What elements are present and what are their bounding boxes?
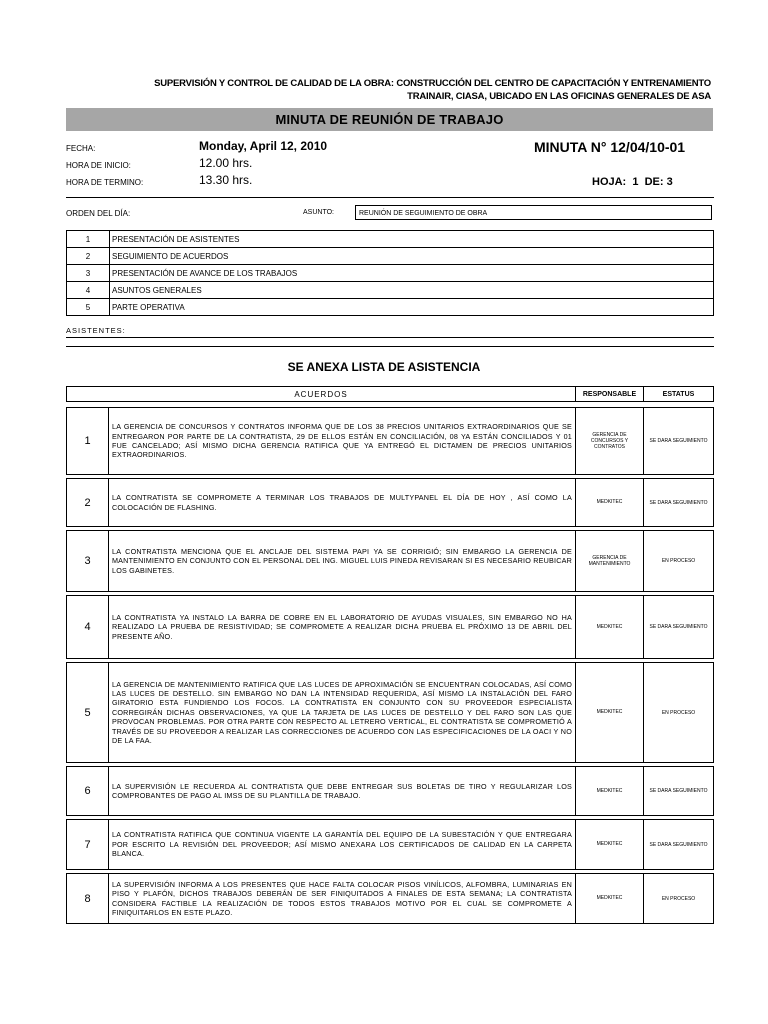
acuerdo-estatus: EN PROCESO: [644, 874, 714, 924]
header-line-1: SUPERVISIÓN Y CONTROL DE CALIDAD DE LA OBRA: CONSTRUCCIÓN DEL CENTRO DE CAPACITACIÓN Y ENTRENAMIENTO: [154, 78, 711, 89]
agenda-num: 3: [67, 265, 110, 282]
acuerdo-responsable: GERENCIA DE CONCURSOS Y CONTRATOS: [576, 408, 644, 475]
agenda-num: 4: [67, 282, 110, 299]
acuerdo-estatus: SE DARA SEGUIMIENTO: [644, 596, 714, 659]
table-row: [67, 663, 714, 763]
agenda-text: PRESENTACIÓN DE ASISTENTES: [110, 231, 714, 248]
table-row: [67, 408, 714, 475]
acuerdo-responsable: MEDKITEC: [576, 874, 644, 924]
minuta-number: MINUTA N° 12/04/10-01: [534, 139, 686, 155]
table-row: [67, 767, 714, 816]
acuerdo-text: LA CONTRATISTA SE COMPROMETE A TERMINAR LOS TRABAJOS DE MULTYPANEL EL DÍA DE HOY , ASÍ COMO LA COLOCACIÓN DE FLASHING.: [109, 479, 576, 527]
agenda-num: 2: [67, 248, 110, 265]
acuerdos-header: [66, 386, 714, 402]
acuerdo-num: 3: [67, 531, 109, 592]
acuerdo-num: 1: [67, 408, 109, 475]
acuerdo-estatus: SE DARA SEGUIMIENTO: [644, 820, 714, 870]
acuerdo-num: 2: [67, 479, 109, 527]
acuerdo-responsable: MEDKITEC: [576, 596, 644, 659]
agenda-row: [67, 231, 714, 248]
responsable-header-label: RESPONSABLE: [576, 387, 644, 402]
estatus-header-label: ESTATUS: [644, 387, 714, 402]
fecha-label: FECHA:: [66, 144, 96, 153]
agenda-text: SEGUIMIENTO DE ACUERDOS: [110, 248, 714, 265]
agenda-row: [67, 248, 714, 265]
acuerdo-text: LA GERENCIA DE CONCURSOS Y CONTRATOS INFORMA QUE DE LOS 38 PRECIOS UNITARIOS EXTRAORDINARIOS QUE SE ENTREGARON POR PARTE DE LA CONTRATISTA, 29 DE ELLOS ESTÁN EN CONCILIACIÓN, 08 YA ESTÁN CONCILIADOS Y 01 FUE CANCELADO; ASÍ MISMO DICHA GERENCIA RATIFICA QUE YA ENTREGÓ EL DICTAMEN DE PRECIOS UNITARIOS EXTRAORDINARIOS.: [109, 408, 576, 475]
hora-inicio-value: 12.00 hrs.: [199, 156, 253, 170]
acuerdo-num: 4: [67, 596, 109, 659]
table-row: [67, 874, 714, 924]
agenda-row: [67, 265, 714, 282]
divider: [66, 337, 714, 338]
acuerdo-num: 8: [67, 874, 109, 924]
acuerdo-responsable: GERENCIA DE MANTENIMIENTO: [576, 531, 644, 592]
agenda-table: [66, 230, 714, 316]
orden-label: ORDEN DEL DÍA:: [66, 209, 131, 218]
table-row: [67, 820, 714, 870]
hora-inicio-label: HORA DE INICIO:: [66, 161, 131, 170]
fecha-value: Monday, April 12, 2010: [199, 139, 328, 153]
agenda-text: PRESENTACIÓN DE AVANCE DE LOS TRABAJOS: [110, 265, 714, 282]
acuerdo-text: LA GERENCIA DE MANTENIMIENTO RATIFICA QUE LAS LUCES DE APROXIMACIÓN SE ENCUENTRAN COLOCADAS, ASÍ COMO LAS LUCES DE DESTELLO. SIN EMBARGO NO DAN LA INTENSIDAD REQUERIDA, ASÍ MISMO LA INSTALACIÓN DEL FARO GIRATORIO ESTA FUNDIENDO LOS FOCOS. LA CONTRATISTA EN CONJUNTO CON SU PROVEEDOR ESPECIALISTA CORREGIRÁN DICHAS OBSERVACIONES, YA QUE LA TARJETA DE LAS LUCES DE DESTELLO Y DEL FARO SON LAS QUE PROVOCAN PROBLEMAS. POR OTRA PARTE CON RESPECTO AL LETRERO VERTICAL, EL CONTRATISTA SE COMPROMETIÓ A TRAVÉS DE SU PROVEEDOR A REALIZAR LAS CORRECCIONES DE ACUERDO CON LAS ESPECIFICACIONES DE LA OACI Y NO DE LA FAA.: [109, 663, 576, 763]
acuerdo-responsable: MEDKITEC: [576, 479, 644, 527]
anexa-heading: SE ANEXA LISTA DE ASISTENCIA: [287, 360, 481, 374]
asistentes-label: ASISTENTES:: [66, 326, 126, 335]
acuerdo-estatus: EN PROCESO: [644, 663, 714, 763]
asunto-value: REUNIÓN DE SEGUIMIENTO DE OBRA: [355, 205, 712, 220]
acuerdo-text: LA CONTRATISTA RATIFICA QUE CONTINUA VIGENTE LA GARANTÍA DEL EQUIPO DE LA SUBESTACIÓN Y QUE ENTREGARA POR ESCRITO LA REVISIÓN DEL PROVEEDOR; ASÍ MISMO ANEXARA LOS CERTIFICADOS DE CALIDAD EN LA CARPETA BLANCA.: [109, 820, 576, 870]
hora-termino-value: 13.30 hrs.: [199, 173, 253, 187]
agenda-num: 5: [67, 299, 110, 316]
page-title: MINUTA DE REUNIÓN DE TRABAJO: [66, 108, 713, 131]
agenda-row: [67, 282, 714, 299]
divider: [66, 346, 714, 347]
acuerdo-num: 6: [67, 767, 109, 816]
acuerdo-num: 5: [67, 663, 109, 763]
acuerdo-text: LA CONTRATISTA YA INSTALO LA BARRA DE COBRE EN EL LABORATORIO DE AYUDAS VISUALES, SIN EMBARGO NO HA REALIZADO LA PRUEBA DE RESISTIVIDAD; SE COMPROMETE A REALIZAR DICHA PRUEBA EL PRÓXIMO 13 DE ABRIL DEL PRESENTE AÑO.: [109, 596, 576, 659]
asunto-label: ASUNTO:: [303, 209, 334, 216]
acuerdo-estatus: SE DARA SEGUIMIENTO: [644, 479, 714, 527]
acuerdo-text: LA SUPERVISIÓN INFORMA A LOS PRESENTES QUE HACE FALTA COLOCAR PISOS VINÍLICOS, ALFOMBRA, LUMINARIAS EN PISO Y PLAFÓN, DICHOS TRABAJOS DEBERÁN DE SER FINIQUITADOS A FINALES DE ESTA SEMANA; LA CONTRATISTA CONSIDERA FACTIBLE LA REALIZACIÓN DE TODOS ESTOS TRABAJOS MOTIVO POR EL CUAL SE COMPROMETE A FINIQUITARLOS EN ESTE PLAZO.: [109, 874, 576, 924]
table-row: [67, 596, 714, 659]
hora-termino-label: HORA DE TERMINO:: [66, 178, 144, 187]
acuerdo-responsable: MEDKITEC: [576, 820, 644, 870]
agenda-text: PARTE OPERATIVA: [110, 299, 714, 316]
acuerdos-table: [66, 407, 714, 924]
acuerdo-estatus: EN PROCESO: [644, 531, 714, 592]
agenda-text: ASUNTOS GENERALES: [110, 282, 714, 299]
table-row: [67, 531, 714, 592]
agenda-num: 1: [67, 231, 110, 248]
table-row: [67, 479, 714, 527]
acuerdos-header-label: ACUERDOS: [67, 387, 576, 402]
acuerdo-responsable: MEDKITEC: [576, 663, 644, 763]
acuerdo-responsable: MEDKITEC: [576, 767, 644, 816]
divider: [66, 197, 714, 198]
acuerdo-text: LA SUPERVISIÓN LE RECUERDA AL CONTRATISTA QUE DEBE ENTREGAR SUS BOLETAS DE TIRO Y REGULARIZAR LOS COMPROBANTES DE PAGO AL IMSS DE SU PLANTILLA DE TRABAJO.: [109, 767, 576, 816]
acuerdo-estatus: SE DARA SEGUIMIENTO: [644, 408, 714, 475]
acuerdo-estatus: SE DARA SEGUIMIENTO: [644, 767, 714, 816]
acuerdo-num: 7: [67, 820, 109, 870]
agenda-row: [67, 299, 714, 316]
acuerdo-text: LA CONTRATISTA MENCIONA QUE EL ANCLAJE DEL SISTEMA PAPI YA SE CORRIGIÓ; SIN EMBARGO LA GERENCIA DE MANTENIMIENTO EN CONJUNTO CON EL PERSONAL DEL ING. MIGUEL LUIS PINEDA REVISARAN SI ES NECESARIO REUBICAR LOS GABINETES.: [109, 531, 576, 592]
hoja-indicator: HOJA: 1 DE: 3: [592, 176, 673, 188]
header-line-2: TRAINAIR, CIASA, UBICADO EN LAS OFICINAS GENERALES DE ASA: [407, 91, 711, 102]
